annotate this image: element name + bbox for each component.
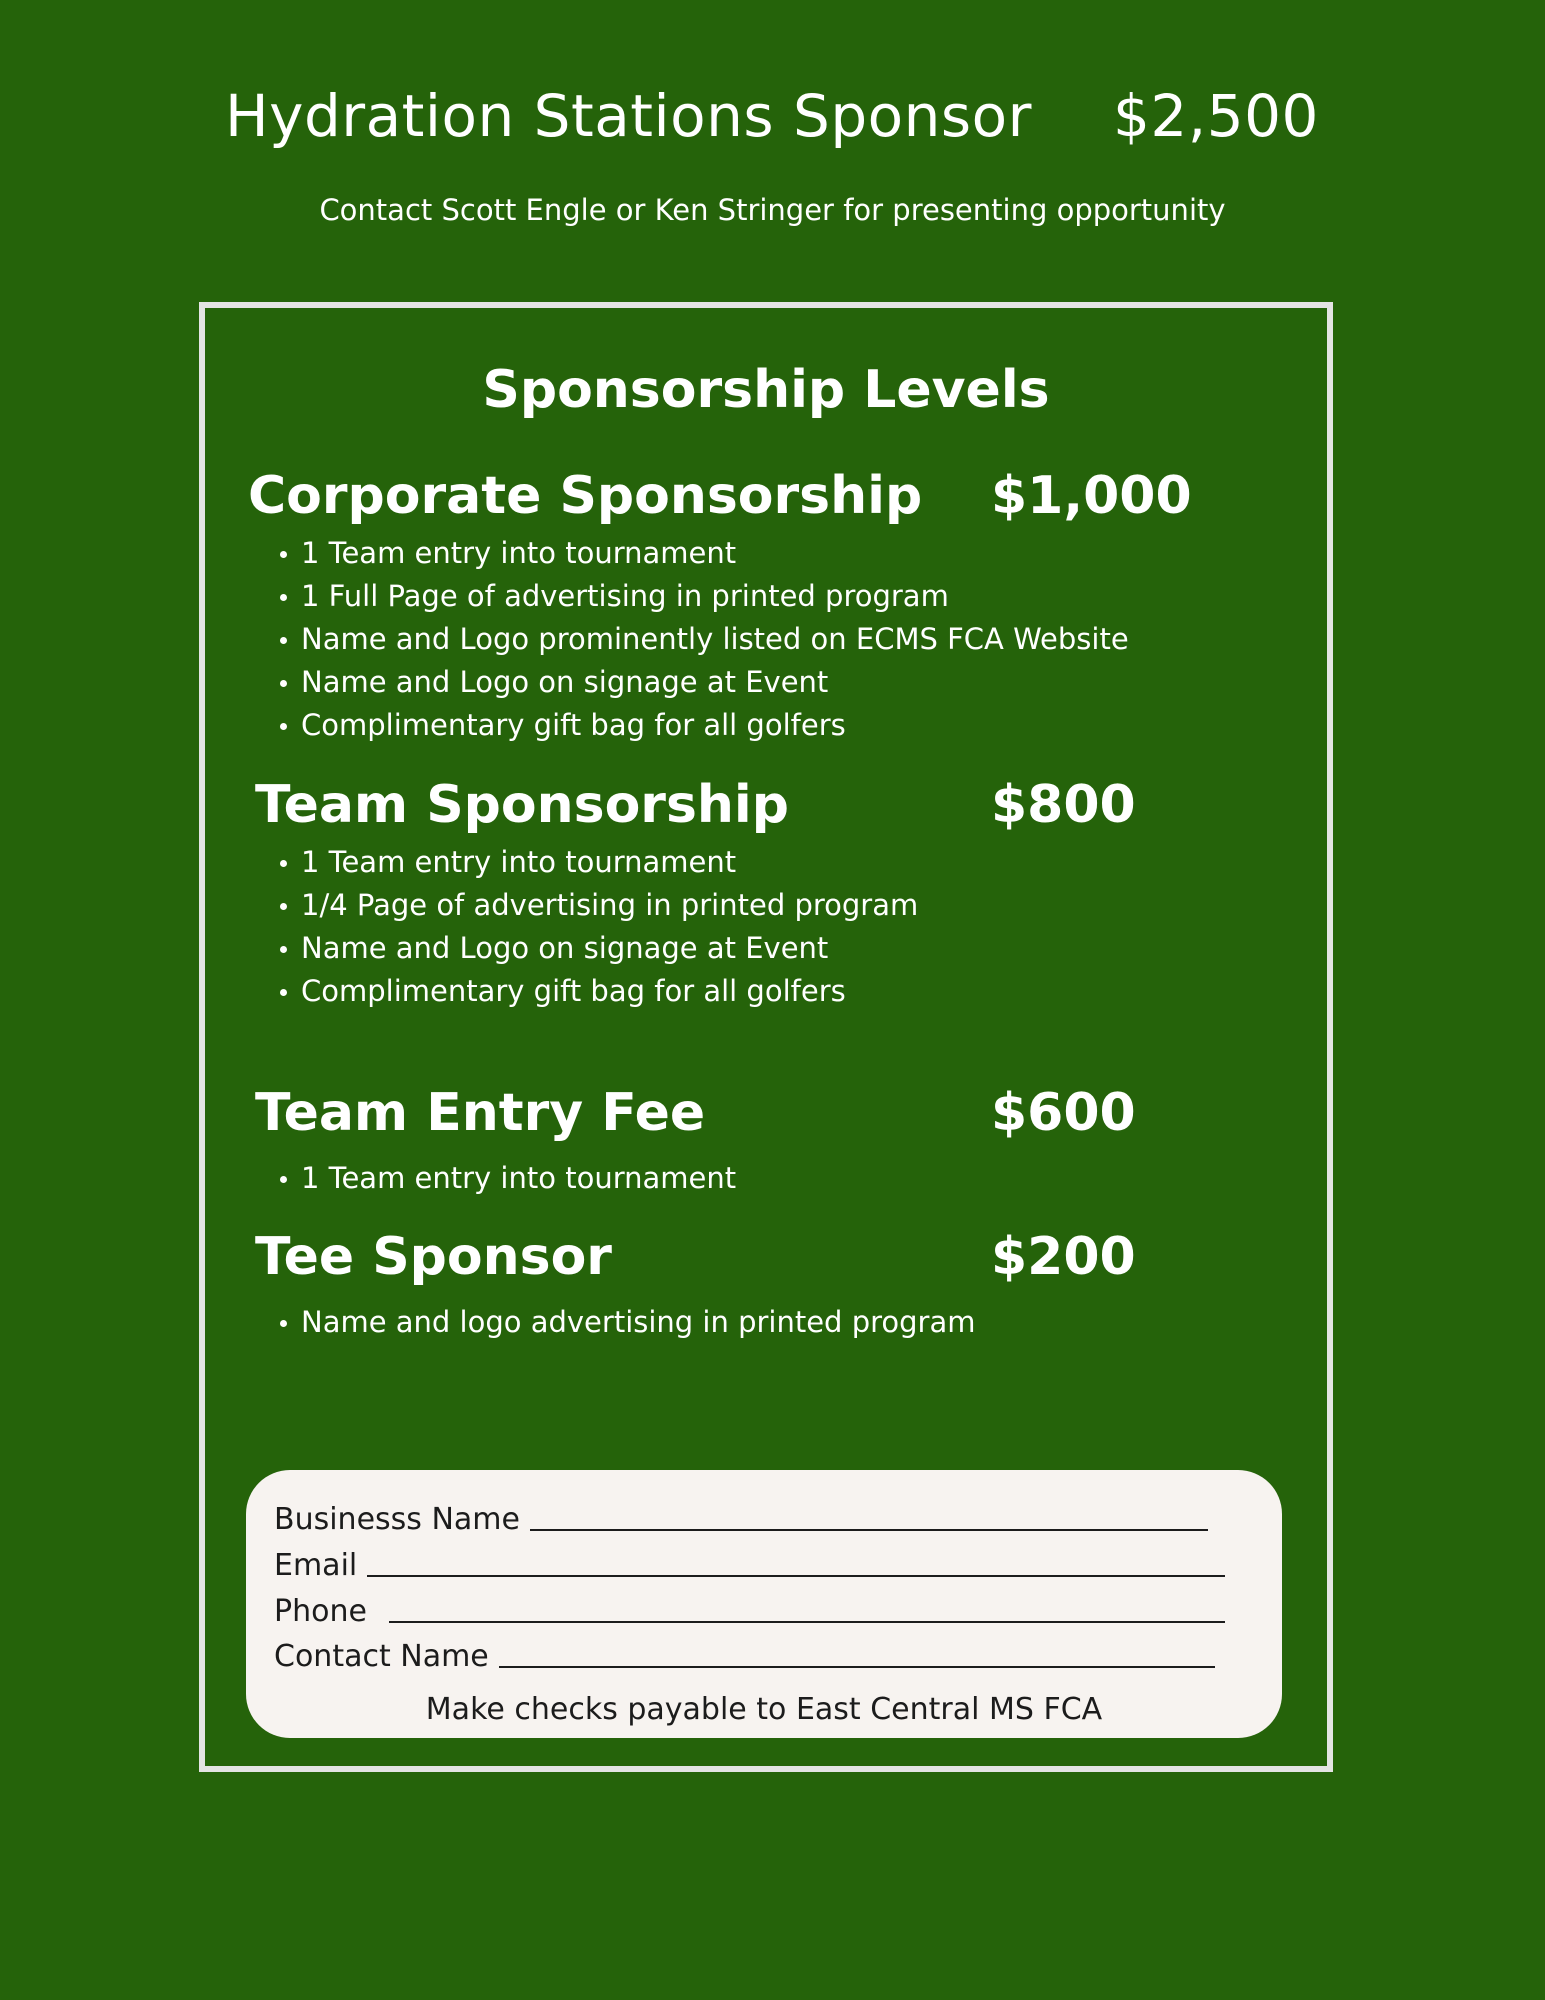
tier-name: Team Sponsorship bbox=[255, 775, 789, 835]
tier-benefits-list bbox=[205, 841, 918, 1013]
list-item: 1 Team entry into tournament bbox=[205, 841, 918, 884]
tier-price: $200 bbox=[991, 1227, 1136, 1287]
list-item: 1/4 Page of advertising in printed program bbox=[205, 884, 918, 927]
list-item: Name and Logo on signage at Event bbox=[205, 927, 918, 970]
list-item: 1 Team entry into tournament bbox=[205, 1157, 736, 1200]
tier-benefits-list bbox=[205, 1157, 736, 1200]
header-price: $2,500 bbox=[1113, 82, 1319, 150]
field-label: Businesss Name bbox=[274, 1502, 520, 1537]
levels-title: Sponsorship Levels bbox=[482, 360, 1050, 420]
field-label: Phone bbox=[274, 1594, 367, 1629]
list-item: Name and Logo on signage at Event bbox=[205, 661, 1129, 704]
fill-in-line[interactable] bbox=[499, 1664, 1215, 1668]
header-title bbox=[225, 82, 1325, 150]
tier-price: $800 bbox=[991, 775, 1136, 835]
tier-price: $1,000 bbox=[991, 466, 1192, 526]
tier-name: Corporate Sponsorship bbox=[248, 466, 923, 526]
list-item: Name and logo advertising in printed program bbox=[205, 1301, 975, 1344]
tier-benefits-list bbox=[205, 1301, 975, 1344]
phone-field[interactable] bbox=[274, 1594, 1225, 1629]
list-item: Name and Logo prominently listed on ECMS FCA Website bbox=[205, 618, 1129, 661]
registration-form-card bbox=[246, 1470, 1282, 1738]
sponsorship-levels-box bbox=[199, 302, 1333, 1772]
list-item: 1 Team entry into tournament bbox=[205, 532, 1129, 575]
header-title-text: Hydration Stations Sponsor bbox=[225, 82, 1032, 150]
list-item: 1 Full Page of advertising in printed program bbox=[205, 575, 1129, 618]
field-label: Email bbox=[274, 1548, 358, 1583]
tier-benefits-list bbox=[205, 532, 1129, 747]
tier-name: Tee Sponsor bbox=[255, 1227, 612, 1287]
payment-note: Make checks payable to East Central MS FCA bbox=[425, 1692, 1103, 1727]
business-name-field[interactable] bbox=[274, 1502, 1208, 1537]
list-item: Complimentary gift bag for all golfers bbox=[205, 970, 918, 1013]
fill-in-line[interactable] bbox=[530, 1527, 1208, 1531]
tier-name: Team Entry Fee bbox=[255, 1083, 706, 1143]
contact-name-field[interactable] bbox=[274, 1639, 1215, 1674]
field-label: Contact Name bbox=[274, 1639, 489, 1674]
fill-in-line[interactable] bbox=[367, 1573, 1225, 1577]
fill-in-line[interactable] bbox=[389, 1619, 1225, 1623]
header-contact-note: Contact Scott Engle or Ken Stringer for presenting opportunity bbox=[319, 193, 1226, 227]
email-field[interactable] bbox=[274, 1548, 1225, 1583]
list-item: Complimentary gift bag for all golfers bbox=[205, 704, 1129, 747]
tier-price: $600 bbox=[991, 1083, 1136, 1143]
